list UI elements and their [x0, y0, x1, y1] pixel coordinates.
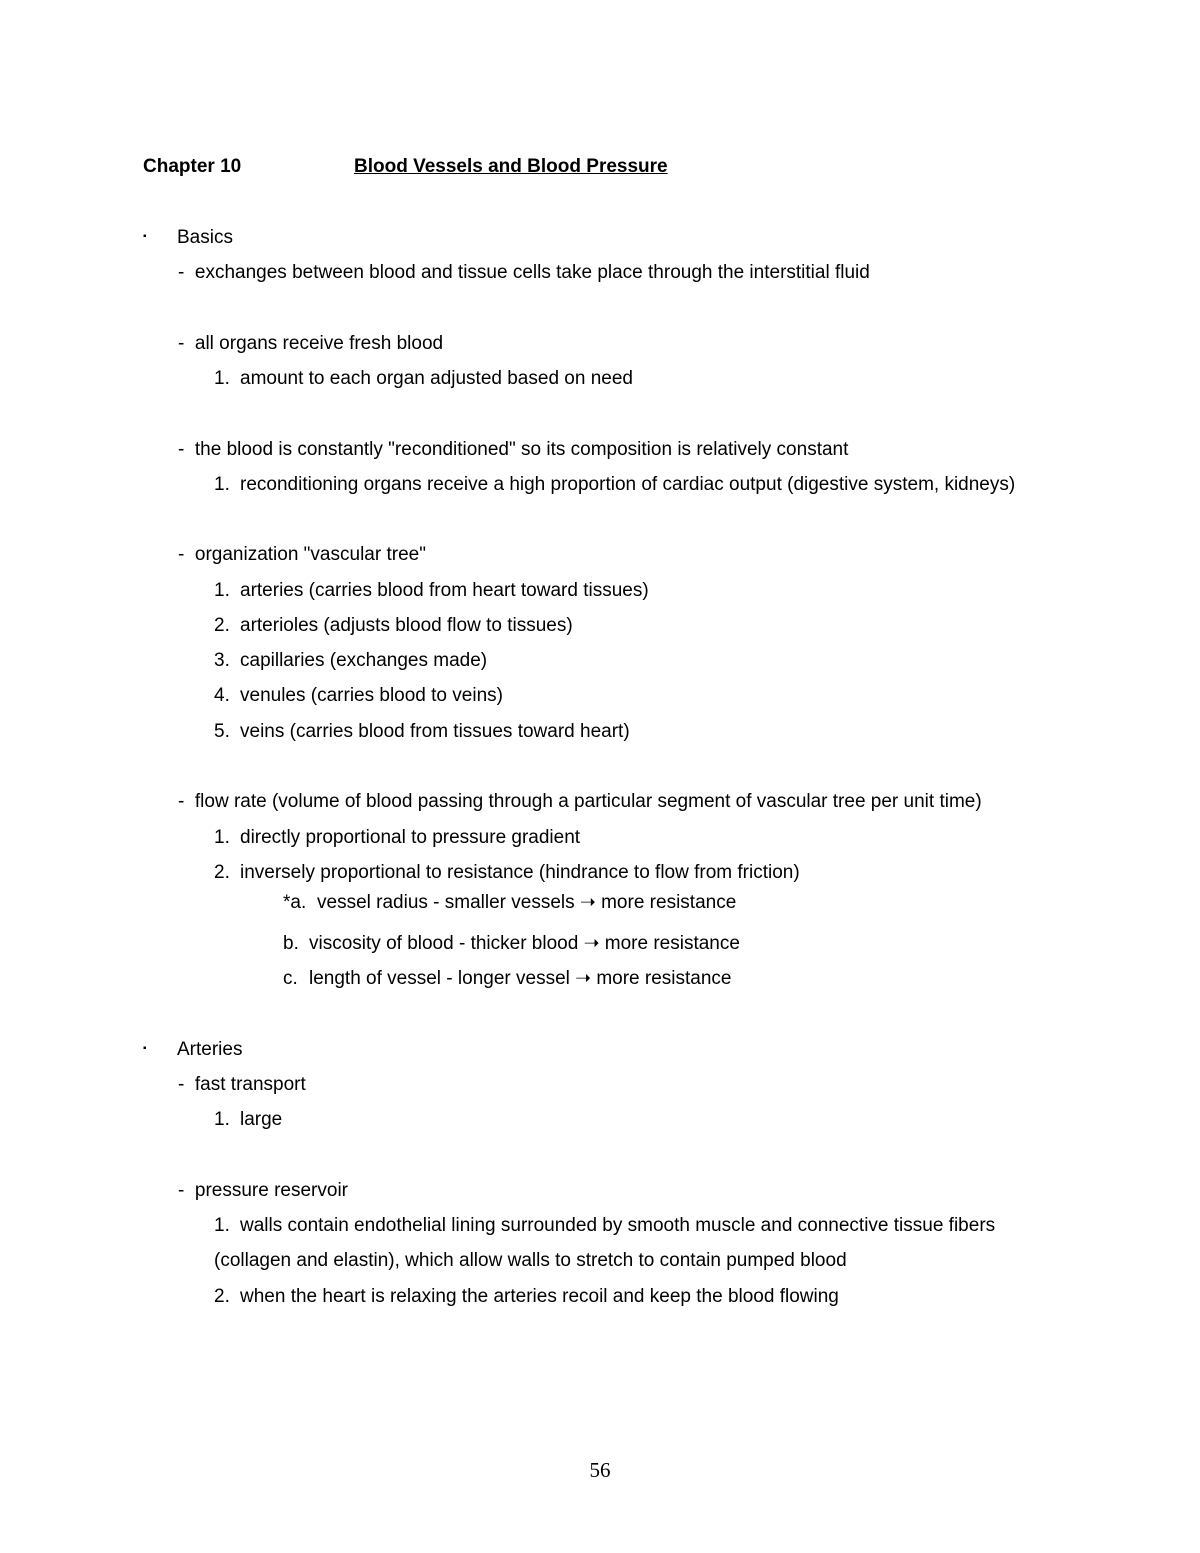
list-item: 2. arterioles (adjusts blood flow to tissues) — [214, 615, 573, 636]
point: - organization "vascular tree" — [178, 544, 426, 565]
list-item: 5. veins (carries blood from tissues toward heart) — [214, 721, 630, 742]
page-number: 56 — [589, 1458, 611, 1482]
list-item: 1. large — [214, 1109, 283, 1130]
point: - flow rate (volume of blood passing through a particular segment of vascular tree per unit time) — [178, 791, 982, 812]
section-bullet: ▪ — [143, 1043, 147, 1054]
sub-list-item: b. viscosity of blood - thicker blood ➝ more resistance — [283, 933, 740, 954]
point: - pressure reservoir — [178, 1180, 348, 1201]
chapter-title: Blood Vessels and Blood Pressure — [354, 156, 668, 177]
point: - exchanges between blood and tissue cells take place through the interstitial fluid — [178, 262, 870, 283]
list-item: 1. arteries (carries blood from heart toward tissues) — [214, 580, 649, 601]
list-item: 1. walls contain endothelial lining surrounded by smooth muscle and connective tissue fibers — [214, 1215, 996, 1236]
list-item: 2. inversely proportional to resistance (hindrance to flow from friction) — [214, 862, 800, 883]
section-heading-basics: Basics — [177, 227, 233, 248]
list-item-continuation: (collagen and elastin), which allow walls to stretch to contain pumped blood — [214, 1250, 847, 1271]
list-item: 1. reconditioning organs receive a high proportion of cardiac output (digestive system, kidneys) — [214, 474, 1016, 495]
list-item: 3. capillaries (exchanges made) — [214, 650, 488, 671]
sub-list-item: c. length of vessel - longer vessel ➝ more resistance — [283, 968, 732, 989]
section-heading-arteries: Arteries — [177, 1039, 243, 1060]
list-item: 2. when the heart is relaxing the arteries recoil and keep the blood flowing — [214, 1286, 839, 1307]
list-item: 4. venules (carries blood to veins) — [214, 685, 503, 706]
point: - all organs receive fresh blood — [178, 333, 444, 354]
point: - fast transport — [178, 1074, 306, 1095]
list-item: 1. directly proportional to pressure gradient — [214, 827, 581, 848]
section-bullet: ▪ — [143, 231, 147, 242]
list-item: 1. amount to each organ adjusted based on need — [214, 368, 633, 389]
chapter-label: Chapter 10 — [143, 156, 242, 177]
point: - the blood is constantly "reconditioned" so its composition is relatively constant — [178, 439, 849, 460]
sub-list-item: *a. vessel radius - smaller vessels ➝ more resistance — [283, 892, 737, 913]
